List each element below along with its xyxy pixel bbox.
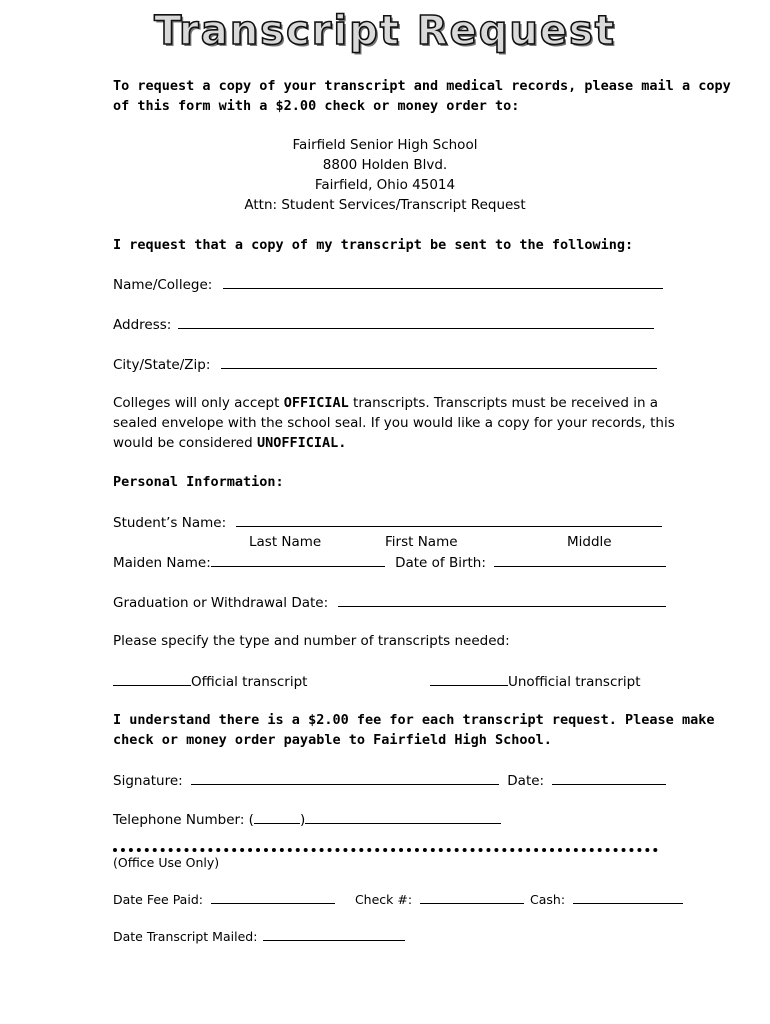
address-label: Address:	[113, 317, 172, 333]
student-name-field[interactable]	[236, 514, 662, 527]
notice-text: transcripts. Transcripts must be received in a	[348, 395, 659, 411]
date-mailed-label: Date Transcript Mailed:	[113, 929, 258, 944]
notice-line-1	[113, 395, 658, 411]
city-state-zip-field[interactable]	[221, 356, 657, 369]
address-street: 8800 Holden Blvd.	[322, 157, 448, 173]
notice-text: would be considered	[113, 435, 257, 451]
address-row	[113, 316, 654, 333]
dob-label: Date of Birth:	[395, 555, 486, 571]
cash-label: Cash:	[530, 892, 566, 907]
address-city: Fairfield, Ohio 45014	[314, 177, 456, 193]
personal-heading: Personal Information:	[113, 474, 284, 490]
address-field[interactable]	[178, 316, 654, 329]
intro-line-2: of this form with a $2.00 check or money order to:	[113, 98, 520, 114]
first-name-caption: First Name	[385, 534, 458, 550]
middle-caption: Middle	[567, 534, 612, 550]
fee-line-1: I understand there is a $2.00 fee for each transcript request. Please make	[113, 712, 715, 728]
graduation-field[interactable]	[338, 594, 666, 607]
date-mailed-field[interactable]	[263, 928, 405, 941]
signature-field[interactable]	[191, 772, 499, 785]
official-label: Official transcript	[191, 674, 308, 690]
notice-line-2: sealed envelope with the school seal. If you would like a copy for your records, this	[113, 415, 675, 431]
request-heading: I request that a copy of my transcript be sent to the following:	[113, 237, 634, 253]
name-college-label: Name/College:	[113, 277, 213, 293]
notice-official: OFFICIAL	[283, 395, 349, 411]
notice-unofficial: UNOFFICIAL.	[256, 435, 347, 451]
date-field[interactable]	[552, 772, 666, 785]
date-label: Date:	[507, 773, 545, 789]
unofficial-count-field[interactable]	[430, 673, 508, 686]
check-field[interactable]	[420, 891, 524, 904]
type-prompt: Please specify the type and number of transcripts needed:	[113, 633, 510, 649]
graduation-row	[113, 594, 666, 611]
city-state-zip-row	[113, 356, 657, 373]
address-school: Fairfield Senior High School	[292, 137, 478, 153]
area-code-field[interactable]	[254, 811, 300, 824]
telephone-close-paren: )	[299, 812, 306, 828]
office-divider	[113, 848, 658, 852]
notice-line-3	[113, 435, 346, 451]
notice-text: Colleges will only accept	[113, 395, 284, 411]
date-fee-paid-field[interactable]	[211, 891, 335, 904]
telephone-field[interactable]	[305, 811, 501, 824]
check-label: Check #:	[354, 892, 413, 907]
student-name-label: Student’s Name:	[113, 515, 227, 531]
unofficial-label: Unofficial transcript	[508, 674, 641, 690]
last-name-caption: Last Name	[249, 534, 322, 550]
page-title: Transcript Request	[154, 8, 616, 54]
date-fee-paid-label: Date Fee Paid:	[113, 892, 203, 907]
cash-field[interactable]	[573, 891, 683, 904]
maiden-dob-row	[113, 554, 666, 571]
official-count-field[interactable]	[113, 673, 191, 686]
city-state-zip-label: City/State/Zip:	[113, 357, 211, 373]
signature-label: Signature:	[113, 773, 183, 789]
graduation-label: Graduation or Withdrawal Date:	[113, 595, 329, 611]
maiden-name-field[interactable]	[211, 554, 385, 567]
address-attn: Attn: Student Services/Transcript Request	[244, 197, 526, 213]
name-college-row	[113, 276, 663, 293]
office-heading: (Office Use Only)	[113, 855, 220, 870]
intro-line-1: To request a copy of your transcript and medical records, please mail a copy	[113, 78, 731, 94]
maiden-name-label: Maiden Name:	[113, 555, 211, 571]
dob-field[interactable]	[494, 554, 666, 567]
office-fee-row	[113, 891, 683, 907]
name-college-field[interactable]	[223, 276, 663, 289]
official-row	[113, 673, 307, 690]
office-mailed-row	[113, 928, 405, 944]
signature-row	[113, 772, 666, 789]
unofficial-row	[430, 673, 641, 690]
telephone-row	[113, 811, 501, 828]
fee-line-2: check or money order payable to Fairfield High School.	[113, 732, 552, 748]
telephone-label: Telephone Number: (	[113, 812, 254, 828]
student-name-row	[113, 514, 662, 531]
